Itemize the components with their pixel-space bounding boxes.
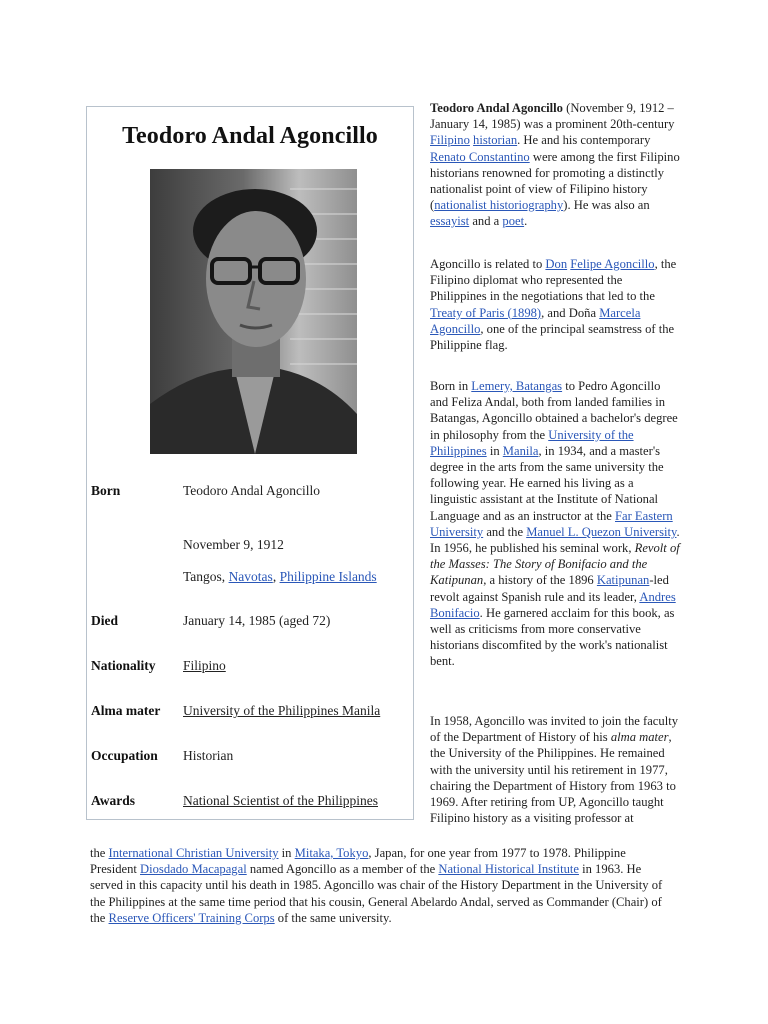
alma-mater-link[interactable]: University of the Philippines Manila [183,703,381,718]
text: to Pedro Agoncillo and Feliza Andal, both from landed families in Batangas, Agoncillo obtained a bachelor's degree in philosophy from the [430,379,678,442]
text: the [90,846,109,860]
born-place-sep: , [272,569,280,584]
lemery-batangas-link[interactable]: Lemery, Batangas [471,379,563,393]
text: Born in [430,379,472,393]
poet-link[interactable]: poet [502,214,525,229]
marcela-agoncillo-link[interactable]: Marcela Agoncillo [430,305,641,336]
paragraph-career [430,713,680,826]
navotas-link[interactable]: Navotas [228,569,273,584]
nationality-label: Nationality [91,658,156,673]
occupation-label: Occupation [91,748,158,763]
born-name: Teodoro Andal Agoncillo [183,483,321,498]
text: , in 1934, and a master's degree in the arts from the same university the following year. He earned his living as a linguistic assistant at the Institute of National Language and as an instructor at the [430,443,664,523]
paragraph-intro [430,100,680,230]
nationality-link[interactable]: Filipino [183,658,226,673]
born-place-prefix: Tangos, [183,569,229,584]
far-eastern-university-link[interactable]: Far Eastern University [430,508,673,539]
paragraph-relations [430,256,680,353]
don-link[interactable]: Don [545,257,568,271]
text: in [486,443,503,458]
katipunan-link[interactable]: Katipunan [596,573,650,588]
historian-link[interactable]: historian [473,133,518,148]
text: , a history of the 1896 [483,573,597,588]
manuel-quezon-university-link[interactable]: Manuel L. Quezon University [526,524,677,539]
university-of-the-philippines-link[interactable]: University of the Philippines [430,427,634,458]
text: Agoncillo is related to [430,257,546,271]
born-label: Born [91,483,121,498]
awards-label: Awards [91,793,136,808]
text: . He garnered acclaim for this book, as well as criticisms from more conservative historians discomfited by the work's nationalist bent. [430,605,675,669]
text: , one of the principal seamstress of the Philippine flag. [430,321,675,353]
mitaka-tokyo-link[interactable]: Mitaka, Tokyo [294,846,369,860]
died-value: January 14, 1985 (aged 72) [183,613,331,628]
awards-link[interactable]: National Scientist of the Philippines [183,793,378,808]
text: in 1963. He served in this capacity until his death in 1985. Agoncillo was chair of the History Department in the University of the Philippines at the same time period that his cousin, General Abelardo Andal, served as Commander (Chair) of the [90,862,663,925]
book-title: Revolt of the Masses: The Story of Bonifacio and the Katipunan [430,541,680,588]
alma-mater-italic: alma mater [610,730,669,745]
international-christian-university-link[interactable]: International Christian University [108,846,279,860]
subject-name: Teodoro Andal Agoncillo [430,101,563,115]
text: -led revolt against Spanish rule and its leader, [430,573,669,604]
diosdado-macapagal-link[interactable]: Diosdado Macapagal [140,862,247,877]
text: (November 9, 1912 – January 14, 1985) was a prominent 20th-century [430,101,675,132]
andres-bonifacio-link[interactable]: Andres Bonifacio [430,589,676,620]
text: . In 1956, he published his seminal work, [430,524,680,556]
occupation-value: Historian [183,748,234,763]
paragraph-early-life [430,378,680,670]
infobox-title: Teodoro Andal Agoncillo [122,123,378,149]
filipino-link[interactable]: Filipino [430,133,470,148]
manila-link[interactable]: Manila [502,443,539,458]
text: named Agoncillo as a member of the [246,862,439,877]
rotc-link[interactable]: Reserve Officers' Training Corps [108,910,275,925]
renato-constantino-link[interactable]: Renato Constantino [430,149,530,164]
born-place [183,569,377,585]
essayist-link[interactable]: essayist [430,214,470,229]
text: In 1958, Agoncillo was invited to join the faculty of the Department of History of his [430,714,678,745]
paragraph-continuation [90,845,670,926]
text: and the [483,524,527,539]
infobox [86,106,414,820]
born-date: November 9, 1912 [183,537,284,552]
text: , the Filipino diplomat who represented the Philippines in the negotiations that led to the [430,257,677,304]
text: and a [469,214,503,229]
text: ). He was also an [563,198,650,213]
text: . He and his contemporary [517,133,651,148]
text: in [278,846,295,860]
text: , Japan, for one year from 1977 to 1978. Philippine President [90,846,626,877]
nationalist-historiography-link[interactable]: nationalist historiography [434,198,564,213]
philippine-islands-link[interactable]: Philippine Islands [279,569,377,584]
portrait-photo [150,169,357,454]
text: were among the first Filipino historians renowned for promoting a distinctly nationalist point of view of Filipino history ( [430,149,680,213]
treaty-of-paris-link[interactable]: Treaty of Paris (1898) [430,305,542,320]
felipe-agoncillo-link[interactable]: Felipe Agoncillo [570,257,655,271]
text: . [524,214,528,229]
text: of the same university. [274,910,392,925]
alma-mater-label: Alma mater [91,703,161,718]
text: , and Doña [541,305,600,320]
died-label: Died [91,613,118,628]
text: , the University of the Philippines. He remained with the university until his retirement in 1977, chairing the Department of History from 1963 to 1969. After retiring from UP, Agoncillo taught Filipino history as a visiting professor at [430,730,676,826]
national-historical-institute-link[interactable]: National Historical Institute [438,862,579,877]
